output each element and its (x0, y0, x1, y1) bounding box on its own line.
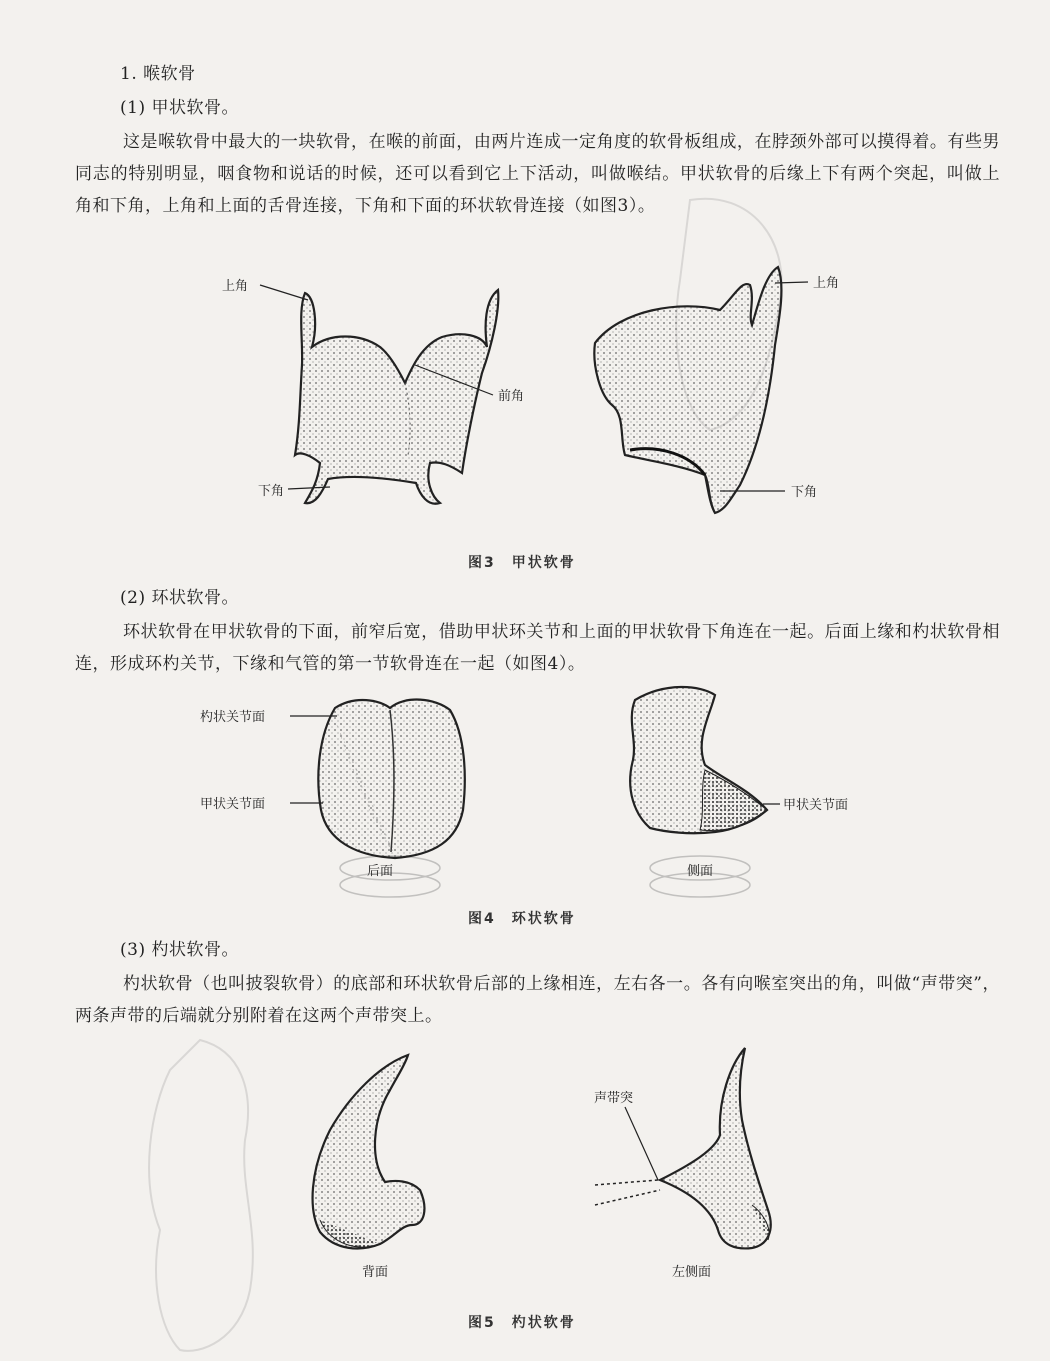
thyroid-front-view (295, 290, 498, 504)
label-anterior-horn: 前角 (498, 389, 525, 404)
figure-3-thyroid-cartilage (200, 255, 880, 545)
label-lower-horn-left: 下角 (258, 484, 285, 499)
label-back-view: 后面 (367, 864, 394, 879)
arytenoid-back-view (313, 1055, 425, 1248)
label-side-view: 侧面 (687, 864, 714, 879)
cricoid-heading: (2) 环状软骨。 (120, 588, 239, 608)
label-thyroid-facet-right: 甲状关节面 (783, 798, 849, 813)
cricoid-paragraph: 环状软骨在甲状软骨的下面，前窄后宽，借助甲状环关节和上面的甲状软骨下角连在一起。后面上缘和杓状软骨相连，形成环杓关节，下缘和气管的第一节软骨连在一起（如图4）。 (75, 622, 1000, 674)
cricoid-side-view (630, 687, 767, 833)
label-arytenoid-facet: 杓状关节面 (200, 710, 266, 725)
label-upper-horn-right: 上角 (813, 276, 840, 291)
thyroid-side-view (594, 267, 781, 513)
figure-5-arytenoid-cartilage (290, 1040, 810, 1285)
label-vocal-process: 声带突 (594, 1091, 634, 1106)
figure-4-caption: 图4 环状软骨 (468, 911, 576, 927)
figure-3-caption: 图3 甲状软骨 (468, 555, 576, 571)
label-back-surface: 背面 (362, 1265, 389, 1280)
label-left-side-surface: 左侧面 (672, 1265, 712, 1280)
section-title: 1. 喉软骨 (120, 64, 196, 84)
thyroid-heading: (1) 甲状软骨。 (120, 98, 239, 118)
figure-4-cricoid-cartilage (195, 680, 885, 905)
label-thyroid-facet-left: 甲状关节面 (200, 797, 266, 812)
label-lower-horn-right: 下角 (791, 485, 818, 500)
cricoid-back-view (318, 700, 464, 858)
arytenoid-left-side-view (660, 1048, 771, 1248)
arytenoid-heading: (3) 杓状软骨。 (120, 940, 239, 960)
arytenoid-paragraph: 杓状软骨（也叫披裂软骨）的底部和环状软骨后部的上缘相连，左右各一。各有向喉室突出的角，叫做“声带突”，两条声带的后端就分别附着在这两个声带突上。 (75, 974, 1000, 1026)
thyroid-paragraph: 这是喉软骨中最大的一块软骨，在喉的前面，由两片连成一定角度的软骨板组成，在脖颈外部可以摸得着。有些男同志的特别明显，咽食物和说话的时候，还可以看到它上下活动，叫做喉结。甲状软骨的后缘上下有两个突起，叫做上角和下角，上角和上面的舌骨连接，下角和下面的环状软骨连接（如图3）。 (75, 132, 1000, 216)
figure-5-caption: 图5 杓状软骨 (468, 1315, 576, 1331)
label-upper-horn-left: 上角 (222, 279, 249, 294)
ghost-show-through-left (80, 1030, 300, 1360)
